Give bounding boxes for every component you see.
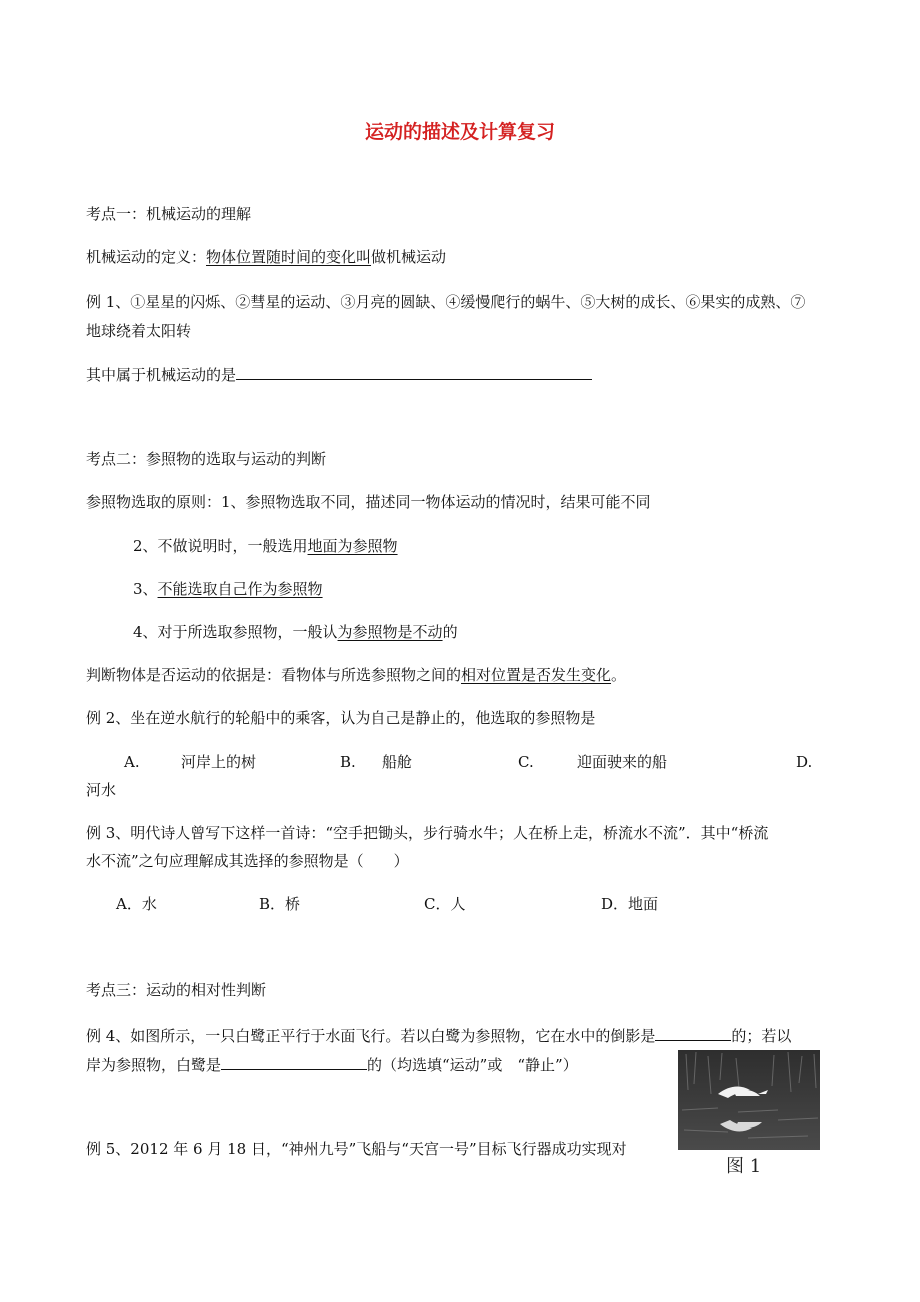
example2-option-a[interactable] bbox=[124, 752, 140, 772]
example4-line1-a: 例 4、如图所示，一只白鹭正平行于水面飞行。若以白鹭为参照物，它在水中的倒影是 bbox=[86, 1027, 656, 1045]
example4-line1 bbox=[86, 1024, 791, 1046]
principle-1: 参照物选取的原则：1、参照物选取不同，描述同一物体运动的情况时，结果可能不同 bbox=[86, 493, 651, 511]
definition-line bbox=[86, 247, 446, 267]
motion-basis-prefix: 判断物体是否运动的依据是：看物体与所选参照物之间的 bbox=[86, 666, 462, 684]
principle-4-prefix: 4、对于所选取参照物，一般认 bbox=[133, 623, 338, 641]
example1-question-text: 其中属于机械运动的是 bbox=[86, 366, 237, 384]
example2-option-c[interactable] bbox=[518, 752, 534, 772]
principle-2-prefix: 2、不做说明时，一般选用 bbox=[133, 537, 308, 555]
example2-question: 例 2、坐在逆水航行的轮船中的乘客，认为自己是静止的，他选取的参照物是 bbox=[86, 709, 596, 727]
section3-heading: 考点三：运动的相对性判断 bbox=[86, 981, 267, 999]
motion-basis-underlined: 相对位置是否发生变化 bbox=[461, 666, 612, 684]
option-letter: A. bbox=[124, 753, 140, 771]
example1-question bbox=[86, 363, 592, 385]
example3-option-c[interactable]: C．人 bbox=[424, 895, 466, 913]
principle-3 bbox=[133, 579, 323, 599]
figure-caption: 图 1 bbox=[726, 1156, 762, 1177]
example4-line2 bbox=[86, 1053, 578, 1075]
motion-basis bbox=[86, 665, 626, 685]
section2-heading: 考点二：参照物的选取与运动的判断 bbox=[86, 450, 327, 468]
option-letter: C. bbox=[518, 753, 534, 771]
example3-option-d[interactable]: D．地面 bbox=[601, 895, 659, 913]
motion-basis-suffix: 。 bbox=[611, 666, 627, 684]
egret-photo bbox=[678, 1050, 820, 1150]
example2-option-b[interactable] bbox=[340, 752, 356, 772]
example2-option-d-text: 河水 bbox=[86, 781, 117, 799]
section1-heading: 考点一：机械运动的理解 bbox=[86, 205, 252, 223]
reflection-blank[interactable] bbox=[655, 1024, 731, 1041]
example4-line1-b: 的；若以 bbox=[731, 1027, 792, 1045]
example3-line2: 水不流”之句应理解成其选择的参照物是（ ） bbox=[86, 852, 409, 870]
example1-line1: 例 1、①星星的闪烁、②彗星的运动、③月亮的圆缺、④缓慢爬行的蜗牛、⑤大树的成长、⑥果实的成熟、⑦ bbox=[86, 293, 806, 311]
option-letter: D. bbox=[796, 753, 813, 771]
principle-3-underlined: 不能选取自己作为参照物 bbox=[157, 580, 323, 598]
definition-underlined: 物体位置随时间的变化叫 bbox=[206, 248, 372, 266]
example3-option-b[interactable]: B．桥 bbox=[259, 895, 301, 913]
principle-4-underlined: 为参照物是不动 bbox=[337, 623, 443, 641]
example2-option-b-text: 船舱 bbox=[382, 753, 413, 771]
example2-option-c-text: 迎面驶来的船 bbox=[577, 753, 668, 771]
example3-line1: 例 3、明代诗人曾写下这样一首诗：“空手把锄头，步行骑水牛；人在桥上走，桥流水不流”．其中“桥流 bbox=[86, 824, 769, 842]
principle-3-prefix: 3、 bbox=[133, 580, 158, 598]
egret-blank[interactable] bbox=[221, 1053, 367, 1070]
principle-4-suffix: 的 bbox=[442, 623, 458, 641]
example3-option-a[interactable]: A．水 bbox=[116, 895, 157, 913]
answer-blank[interactable] bbox=[236, 363, 592, 380]
definition-suffix: 做机械运动 bbox=[371, 248, 447, 266]
example2-option-a-text: 河岸上的树 bbox=[181, 753, 257, 771]
definition-prefix: 机械运动的定义： bbox=[86, 248, 207, 266]
example1-line2: 地球绕着太阳转 bbox=[86, 322, 192, 340]
example4-line2-a: 岸为参照物，白鹭是 bbox=[86, 1056, 222, 1074]
example4-line2-b: 的（均选填“运动”或 “静止”） bbox=[367, 1056, 578, 1074]
page-title: 运动的描述及计算复习 bbox=[364, 121, 555, 143]
principle-2-underlined: 地面为参照物 bbox=[307, 537, 398, 555]
example5-question: 例 5、2012 年 6 月 18 日，“神州九号”飞船与“天宫一号”目标飞行器成功实现对 bbox=[86, 1140, 627, 1158]
principle-4 bbox=[133, 622, 458, 642]
principle-2 bbox=[133, 536, 398, 556]
example2-option-d[interactable] bbox=[796, 752, 812, 772]
option-letter: B. bbox=[340, 753, 356, 771]
